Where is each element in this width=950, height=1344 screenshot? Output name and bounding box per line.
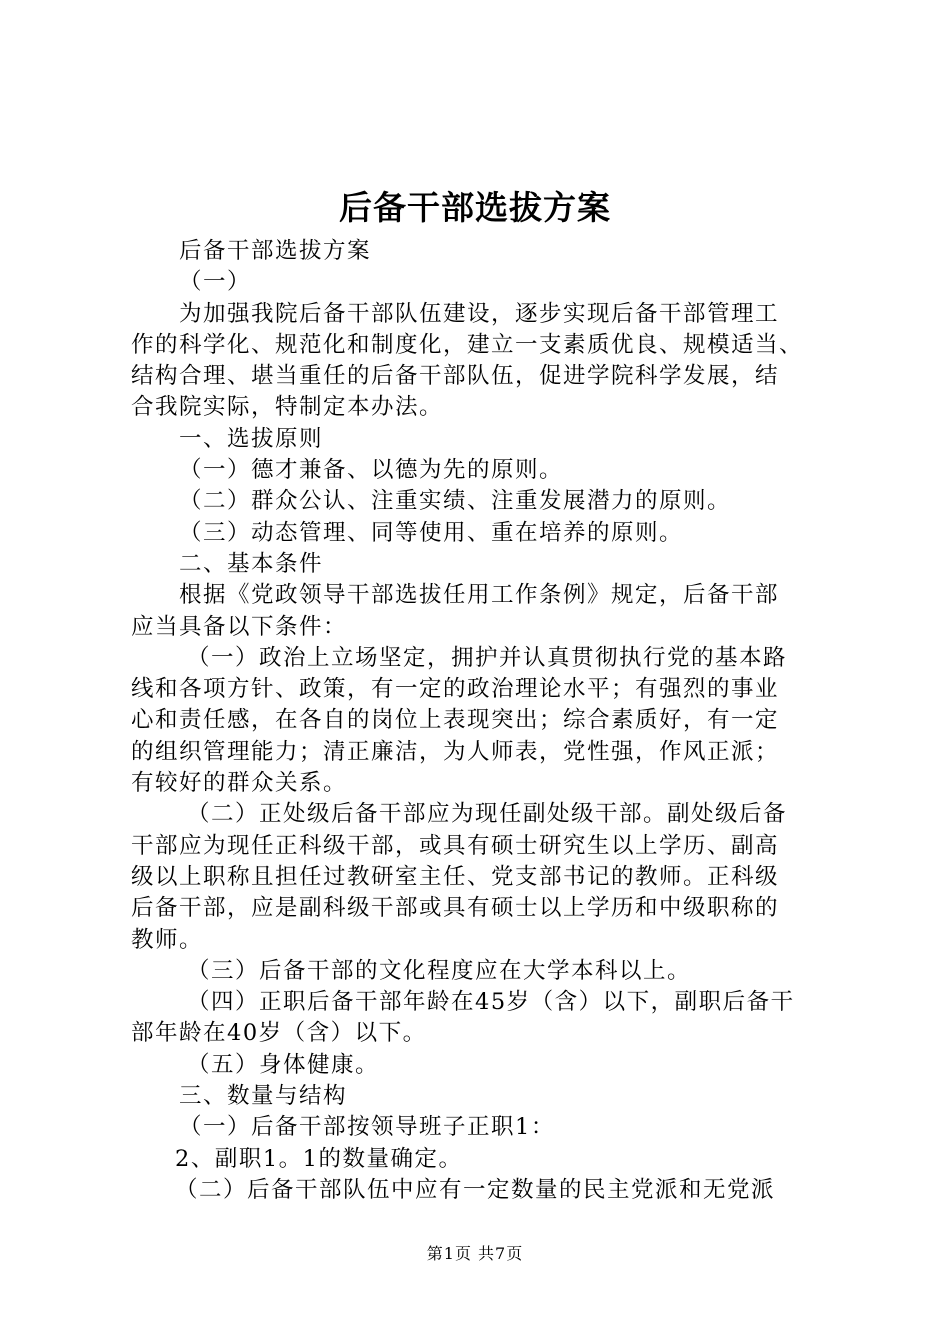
body-line: （三）后备干部的文化程度应在大学本科以上。	[187, 957, 692, 984]
body-line: 结构合理、堪当重任的后备干部队伍，促进学院科学发展，结	[131, 363, 780, 390]
document-title: 后备干部选拔方案	[339, 188, 611, 227]
body-line: 级以上职称且担任过教研室主任、党支部书记的教师。正科级	[131, 863, 780, 890]
body-line: 根据《党政领导干部选拔任用工作条例》规定，后备干部	[179, 582, 780, 609]
body-line: （二）后备干部队伍中应有一定数量的民主党派和无党派	[175, 1176, 776, 1203]
body-line: （五）身体健康。	[187, 1051, 380, 1078]
body-line: （四）正职后备干部年龄在45岁（含）以下，副职后备干	[187, 989, 795, 1016]
body-line: 教师。	[131, 926, 204, 953]
body-line: 2、副职1。1的数量确定。	[175, 1145, 463, 1172]
document-body	[131, 236, 851, 1206]
body-line: 部年龄在40岁（含）以下。	[131, 1020, 427, 1047]
body-line: 作的科学化、规范化和制度化，建立一支素质优良、规模适当、	[131, 331, 804, 358]
body-line: 的组织管理能力；清正廉洁，为人师表，党性强，作风正派；	[131, 738, 780, 765]
body-line: 应当具备以下条件：	[131, 613, 348, 640]
body-line: （一）政治上立场坚定，拥护并认真贯彻执行党的基本路	[187, 644, 788, 671]
body-line: （一）后备干部按领导班子正职1：	[179, 1114, 555, 1141]
body-line: （一）	[179, 269, 252, 296]
body-line: 一、选拔原则	[179, 425, 324, 452]
body-line: 二、基本条件	[179, 550, 324, 577]
body-line: （三）动态管理、同等使用、重在培养的原则。	[179, 519, 684, 546]
body-line: 后备干部选拔方案	[179, 238, 372, 264]
body-line: （二）正处级后备干部应为现任副处级干部。副处级后备	[187, 801, 788, 828]
body-line: 线和各项方针、政策，有一定的政治理论水平；有强烈的事业	[131, 676, 780, 703]
body-line: 合我院实际，特制定本办法。	[131, 394, 444, 421]
body-line: 为加强我院后备干部队伍建设，逐步实现后备干部管理工	[179, 300, 780, 327]
page-footer: 第1页 共7页	[426, 1244, 524, 1263]
body-line: 后备干部，应是副科级干部或具有硕士以上学历和中级职称的	[131, 895, 780, 922]
body-line: 干部应为现任正科级干部，或具有硕士研究生以上学历、副高	[131, 832, 780, 859]
body-line: （一）德才兼备、以德为先的原则。	[179, 457, 564, 484]
body-line: 有较好的群众关系。	[131, 770, 348, 797]
body-line: （二）群众公认、注重实绩、注重发展潜力的原则。	[179, 488, 732, 515]
body-line: 心和责任感，在各自的岗位上表现突出；综合素质好，有一定	[131, 707, 780, 734]
body-line: 三、数量与结构	[179, 1083, 348, 1110]
